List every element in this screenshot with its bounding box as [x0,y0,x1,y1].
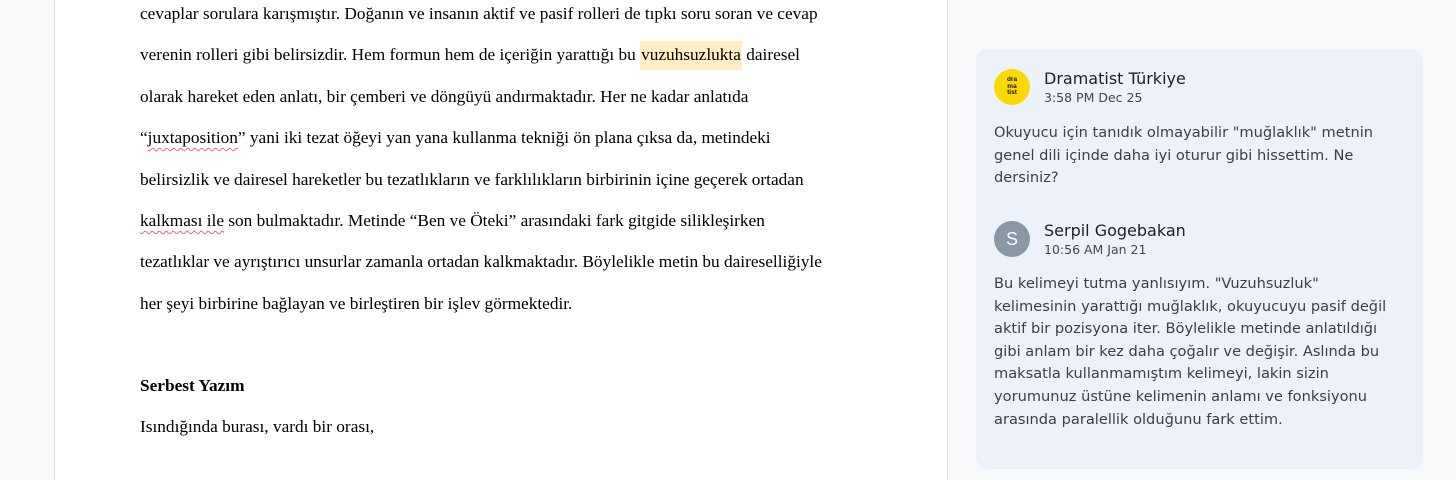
comment-body: Okuyucu için tanıdık olmayabilir "muğlaklık" metnin genel dili içinde daha iyi oturur gibi hissettim. Ne dersiniz? [994,124,1373,187]
paragraph-line: olarak hareket eden anlatı, bir çemberi ve döngüyü andırmaktadır. Her ne kadar anlatıda [140,87,749,106]
paragraph-line: Isındığında burası, vardı bir orası, [140,417,375,436]
commented-word-highlight[interactable]: vuzuhsuzlukta [640,41,742,70]
comment-timestamp: 10:56 AM Jan 21 [1044,242,1147,257]
spelling-flagged-word[interactable]: juxtaposition [147,128,238,147]
paragraph-line: her şeyi birbirine bağlayan ve birleştiren bir işlev görmektedir. [140,294,573,313]
grammar-flagged-phrase[interactable]: kalkması ile [140,211,224,230]
comment-author: Serpil Gogebakan [1044,221,1186,240]
comment-thread[interactable] [976,49,1423,469]
paragraph-line: belirsizlik ve dairesel hareketler bu tezatlıkların ve farklılıkların birbirinin içine geçerek ortadan [140,170,804,189]
section-heading: Serbest Yazım [140,376,245,395]
comment-author: Dramatist Türkiye [1044,69,1186,88]
comment-timestamp: 3:58 PM Dec 25 [1044,90,1143,105]
paragraph-line: tezatlıklar ve ayrıştırıcı unsurlar zamanla ortadan kalkmaktadır. Böylelikle metin bu daireselliğiyle [140,252,822,271]
avatar: S [994,221,1030,257]
avatar: dra ma tist [994,69,1030,105]
paragraph-line: cevaplar sorulara karışmıştır. Doğanın ve insanın aktif ve pasif rolleri de tıpkı soru soran ve cevap [140,4,818,23]
comment-body: Bu kelimeyi tutma yanlısıyım. "Vuzuhsuzluk" kelimesinin yarattığı muğlaklık, okuyucuyu pasif değil aktif bir pozisyona iter. Böylelikle metinde anlatıldığı gibi anlam bir kez daha çoğalır ve değişir. Aslında bu maksatla kullanmamıştım kelimeyi, lakin sizin yorumunuz üstüne kelimenin anlamı ve fonksiyonu arasında paralellik olduğunu fark ettim. [994,275,1387,428]
paragraph-line: kalkması ile son bulmaktadır. Metinde “Ben ve Öteki” arasındaki fark gitgide silikleşirken [140,211,765,230]
paragraph-line: verenin rolleri gibi belirsizdir. Hem formun hem de içeriğin yarattığı bu vuzuhsuzlukta dairesel [140,45,800,65]
paragraph-line: “juxtaposition” yani iki tezat öğeyi yan yana kullanma tekniği ön plana çıksa da, metindeki [140,128,771,147]
document-page [54,0,948,480]
